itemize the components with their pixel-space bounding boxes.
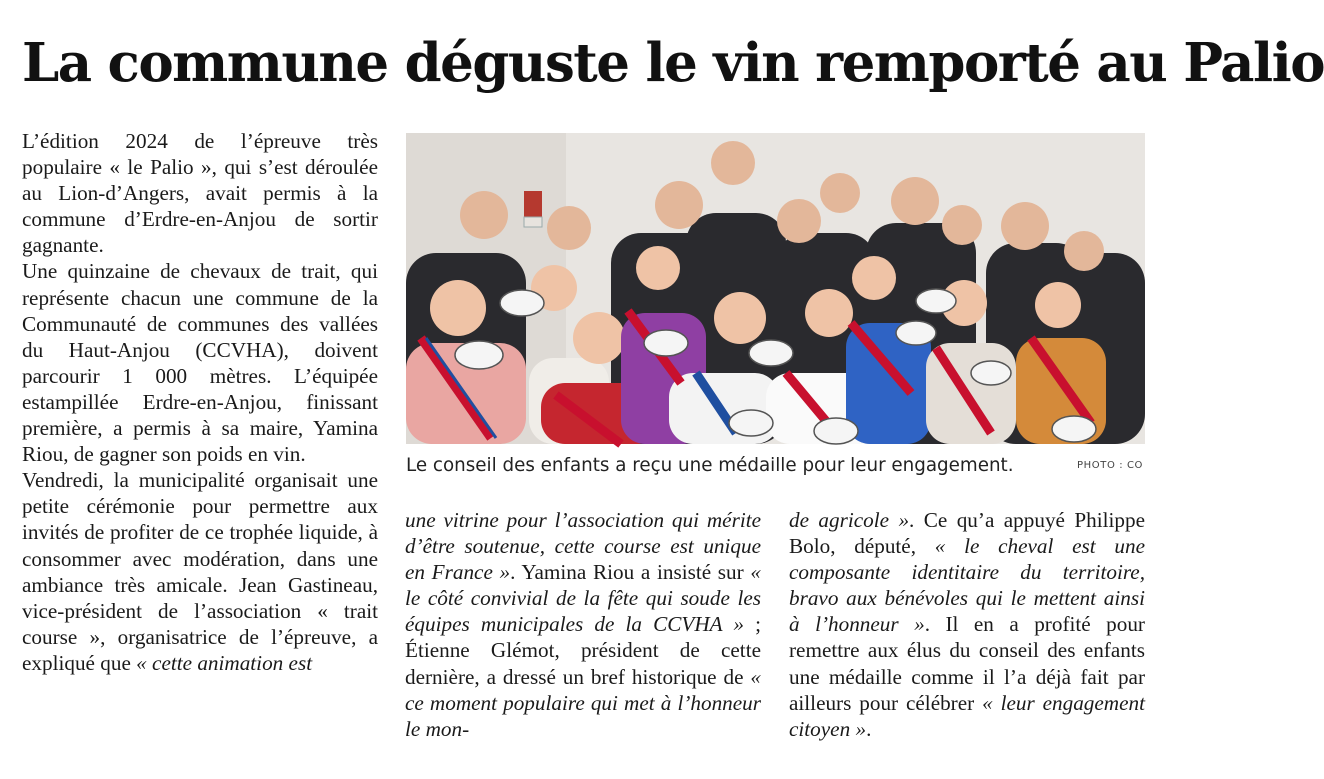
article-column-1 xyxy=(22,128,378,676)
article-column-3 xyxy=(789,507,1145,742)
text-glemot: ; Étienne Glémot, président de cette dernière, a dressé un bref historique de xyxy=(405,612,761,689)
paragraph-ceremony-text: Vendredi, la municipalité organisait une petite cérémonie pour permettre aux invités de profiter de ce trophée liquide, à consommer avec modération, dans une ambiance très amicale. Jean Gastineau, vice-président de l’association « trait course », organisatrice de l’épreuve, a expliqué que xyxy=(22,468,378,675)
quote-riou: « le côté convivial de la fête qui soude les équipes municipales de la CCVHA » xyxy=(405,560,761,637)
text-medal: . Il en a profité pour remettre aux élus du conseil des enfants une médaille comme il l’a déjà fait par ailleurs pour célébrer xyxy=(789,612,1145,715)
group-photo-illustration xyxy=(406,133,1145,444)
quote-glemot-start: « ce moment populaire qui met à l’honneur le mon- xyxy=(405,664,761,741)
paragraph-intro: L’édition 2024 de l’épreuve très populaire « le Palio », qui s’est déroulée au Lion-d’Angers, avait permis à la commune d’Erdre-en-Anjou de sortir gagnante. xyxy=(22,129,378,258)
quote-engagement: « leur engagement citoyen » xyxy=(789,690,1145,741)
paragraph-race: Une quinzaine de chevaux de trait, qui représente chacun une commune de la Communauté de communes des vallées du Haut-Anjou (CCVHA), doivent parcourir 1 000 mètres. L’équipée estampillée Erdre-en-Anjou, finissant première, a permis à sa maire, Yamina Riou, de gagner son poids en vin. xyxy=(22,259,378,467)
photo-credit: PHOTO : CO xyxy=(1077,460,1143,471)
text-bolo: . Ce qu’a appuyé Philippe Bolo, député, xyxy=(789,508,1146,559)
paragraph-ceremony xyxy=(22,467,378,676)
headline: La commune déguste le vin remporté au Palio xyxy=(22,32,1324,94)
quote-gastineau-start: « cette animation est xyxy=(136,650,313,675)
paragraph-quotes xyxy=(405,507,761,742)
quote-bolo: « le cheval est une composante identitaire du territoire, bravo aux bénévoles qui le mettent ainsi à l’honneur » xyxy=(789,534,1145,637)
quote-glemot-end: de agricole » xyxy=(789,508,910,532)
text-riou: . Yamina Riou a insisté sur xyxy=(510,560,751,585)
article-column-2 xyxy=(405,507,761,742)
paragraph-bolo xyxy=(789,507,1145,742)
group-photo xyxy=(406,133,1145,444)
photo-caption-bar xyxy=(406,454,1145,478)
photo-caption: Le conseil des enfants a reçu une médaille pour leur engagement. xyxy=(406,455,1014,476)
quote-gastineau-end: une vitrine pour l’association qui mérite d’être soutenue, cette course est unique en France » xyxy=(405,508,761,585)
text-end: . xyxy=(866,716,872,741)
